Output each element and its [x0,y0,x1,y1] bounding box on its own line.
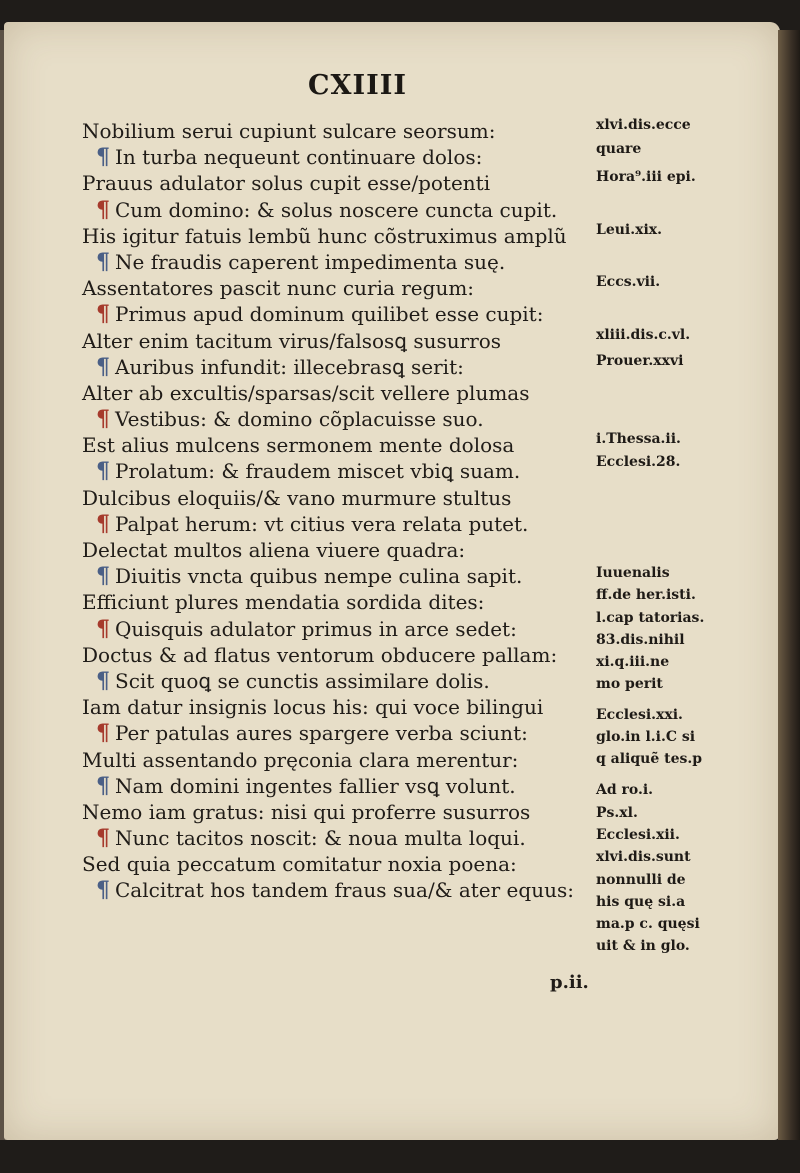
verse-text: Per patulas aures spargere verba sciunt: [115,721,528,746]
verse-line [82,747,602,773]
margin-note: xliii.dis.c.vl. [596,326,691,343]
margin-note: Ps.xl. [596,804,638,821]
verse-text: Scit quoꝗ se cunctis assimilare dolis. [115,668,490,693]
margin-note: xlvi.dis.ecce [596,117,691,133]
verse-text: Doctus & ad flatus ventorum obducere pallam: [82,642,558,667]
margin-note: Hora⁹.iii epi. [596,169,696,186]
margin-note: q aliquẽ tes.p [596,751,703,768]
verse-text: Assentatores pascit nunc curia regum: [82,276,475,301]
verse-line [82,432,602,458]
verse-text: Nemo iam gratus: nisi qui proferre susurros [82,799,531,824]
pilcrow-mark: ¶ [96,353,110,380]
margin-note: Prouer.xxvi [596,352,684,369]
pilcrow-mark: ¶ [96,510,110,537]
verse-line [82,773,602,799]
verse-text: Alter enim tacitum virus/falsosꝗ susurros [82,328,502,353]
pilcrow-mark: ¶ [96,615,110,642]
verse-text: Nobilium serui cupiunt sulcare seorsum: [82,119,496,143]
page-edge [778,30,800,1140]
pilcrow-mark: ¶ [96,877,110,904]
pilcrow-mark: ¶ [96,196,110,223]
verse-text: Dulcibus eloquiis/& vano murmure stultus [82,485,512,510]
verse-text: Calcitrat hos tandem fraus sua/& ater equus: [115,878,574,903]
verse-line [82,380,602,406]
verse-line [82,118,602,144]
verse-text: Palpat herum: vt citius vera relata putet. [115,511,529,536]
margin-note: nonnulli de [596,871,686,888]
verse-line [82,877,602,903]
verse-text: Efficiunt plures mendatia sordida dites: [82,590,485,615]
margin-note: quare [596,140,642,157]
verse-text-block [82,118,602,904]
verse-line [82,301,602,327]
folio-number: CXIIII [308,70,407,101]
margin-note: i.Thessa.ii. [596,431,681,448]
verse-line [82,511,602,537]
verse-text: Est alius mulcens sermonem mente dolosa [82,433,515,458]
verse-line [82,642,602,668]
verse-text: In turba nequeunt continuare dolos: [115,145,483,170]
verse-line [82,275,602,301]
margin-note: uit & in glo. [596,938,690,955]
verse-text: Delectat multos aliena viuere quadra: [82,538,466,562]
verse-text: Multi assentando pręconia clara merentur: [82,747,519,772]
verse-line [82,825,602,851]
pilcrow-mark: ¶ [96,406,110,433]
verse-text: Vestibus: & domino cõplacuisse suo. [115,407,484,432]
verse-text: Primus apud dominum quilibet esse cupit: [115,302,544,327]
verse-text: Alter ab excultis/sparsas/scit vellere plumas [82,380,530,405]
margin-note: Ecclesi.xii. [596,827,680,844]
verse-line [82,694,602,720]
margin-note: Eccs.vii. [596,274,661,291]
margin-note: mo perit [596,676,663,693]
pilcrow-mark: ¶ [96,772,110,799]
verse-line [82,589,602,615]
verse-line [82,851,602,877]
verse-line [82,799,602,825]
verse-line [82,197,602,223]
margin-note: Ecclesi.xxi. [596,706,683,723]
verse-text: Nunc tacitos noscit: & noua multa loqui. [115,826,526,851]
pilcrow-mark: ¶ [96,248,110,275]
verse-line [82,249,602,275]
margin-note: glo.in l.i.C si [596,728,696,745]
pilcrow-mark: ¶ [96,563,110,590]
verse-line [82,720,602,746]
verse-text: Auribus infundit: illecebrasꝗ serit: [115,354,464,379]
verse-text: Iam datur insignis locus his: qui voce bilingui [82,695,544,720]
verse-text: His igitur fatuis lembũ hunc cõstruximus amplũ [82,223,567,248]
margin-note: his quę si.a [596,893,686,910]
pilcrow-mark: ¶ [96,667,110,694]
signature-mark: p.ii. [550,972,589,993]
margin-note: Leui.xix. [596,221,663,238]
margin-note: xlvi.dis.sunt [596,849,691,866]
margin-note: 83.dis.nihil [596,631,685,648]
verse-text: Prauus adulator solus cupit esse/potenti [82,171,491,196]
verse-line [82,485,602,511]
verse-text: Sed quia peccatum comitatur noxia poena: [82,852,517,877]
verse-line [82,354,602,380]
verse-line [82,668,602,694]
verse-line [82,537,602,563]
verse-text: Ne fraudis caperent impedimenta suę. [115,249,506,274]
margin-note: Ecclesi.28. [596,453,681,470]
verse-line [82,328,602,354]
verse-text: Prolatum: & fraudem miscet vbiꝗ suam. [115,459,521,484]
verse-line [82,406,602,432]
verse-line [82,616,602,642]
verse-line [82,563,602,589]
verse-line [82,144,602,170]
margin-note: Ad ro.i. [596,782,654,799]
pilcrow-mark: ¶ [96,458,110,485]
pilcrow-mark: ¶ [96,825,110,852]
pilcrow-mark: ¶ [96,720,110,747]
pilcrow-mark: ¶ [96,301,110,328]
verse-text: Diuitis vncta quibus nempe culina sapit. [115,564,523,589]
verse-line [82,170,602,196]
verse-text: Nam domini ingentes fallier vsꝗ volunt. [115,773,516,798]
pilcrow-mark: ¶ [96,144,110,171]
margin-note: xi.q.iii.ne [596,654,670,671]
margin-note: Iuuenalis [596,565,670,582]
margin-note: ff.de her.isti. [596,587,696,604]
margin-note: l.cap tatorias. [596,609,705,626]
verse-text: Quisquis adulator primus in arce sedet: [115,616,517,641]
margin-note: ma.p c. quęsi [596,916,700,933]
verse-text: Cum domino: & solus noscere cuncta cupit. [115,197,558,222]
verse-line [82,458,602,484]
verse-line [82,223,602,249]
